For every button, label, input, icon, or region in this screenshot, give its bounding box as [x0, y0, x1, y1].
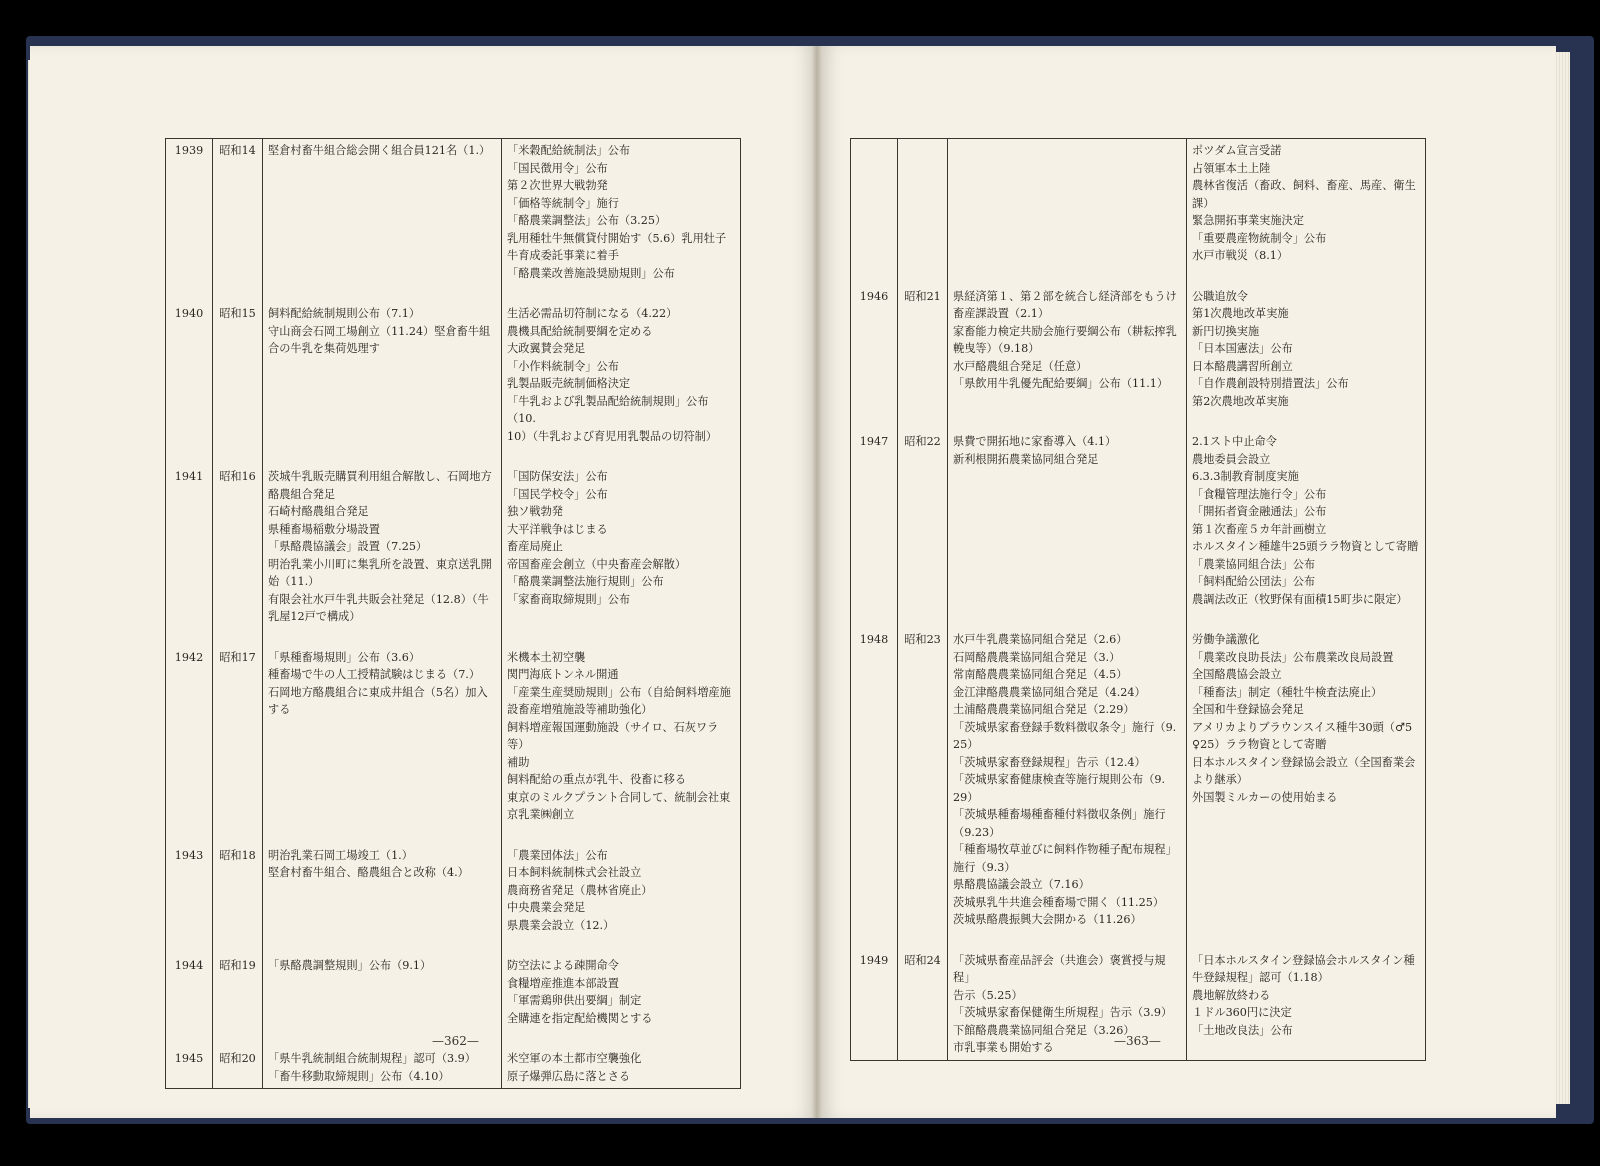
general-events-cell — [502, 844, 741, 955]
event-line: 「価格等統制令」施行 — [507, 196, 619, 210]
history-table-right — [850, 138, 1426, 1061]
event-line: 「種畜場牧草並びに飼料作物種子配布規程」 — [953, 843, 1177, 856]
event-line: 公職追放令 — [1192, 289, 1248, 303]
event-line: 「県酪農調整規則」公布（9.1） — [268, 959, 432, 972]
event-line: 乳製品販売統制価格決定 — [507, 377, 631, 390]
event-line: 「農業改良助長法」公布農業改良局設置 — [1192, 650, 1394, 664]
event-line: 茨城県酪農振興大会開かる（11.26） — [953, 913, 1142, 926]
event-line: 第１次畜産５カ年計画樹立 — [1192, 522, 1327, 536]
year-cell — [851, 139, 898, 285]
year-cell: 1947 — [851, 430, 898, 628]
event-line: 県酪農協議会設立（7.16） — [953, 878, 1090, 891]
era-cell: 昭和18 — [213, 844, 263, 955]
event-line: 10）（牛乳および育児用乳製品の切符制） — [507, 429, 718, 443]
general-events-cell — [502, 139, 741, 303]
event-line: 29） — [953, 790, 979, 804]
event-line: 始（11.） — [268, 575, 320, 588]
event-line: 「酪農業改善施設奨励規則」公布 — [507, 266, 675, 280]
event-line: １ドル360円に決定 — [1192, 1006, 1292, 1019]
event-line: 補助 — [507, 755, 530, 769]
event-line: 牛育成委託事業に着手 — [507, 249, 619, 262]
table-row — [851, 285, 1426, 431]
event-line: 乳屋12戸で構成） — [268, 610, 361, 623]
event-line: 「日本ホルスタイン登録協会ホルスタイン種 — [1192, 953, 1415, 967]
year-cell: 1945 — [166, 1047, 213, 1089]
event-line: 第２次世界大戦勃発 — [507, 179, 608, 192]
event-line: 農機具配給統制要綱を定める — [507, 324, 653, 338]
year-cell: 1948 — [851, 628, 898, 949]
event-line: 「茨城県家畜健康検査等施行規則公布（9. — [953, 773, 1166, 786]
year-cell: 1940 — [166, 302, 213, 465]
event-line: 関門海底トンネル開通 — [507, 668, 619, 681]
event-line: 日本飼料統制株式会社設立 — [507, 866, 642, 879]
table-row — [166, 646, 741, 844]
event-line: 日本酪農講習所創立 — [1192, 359, 1293, 373]
event-line: 中央農業会発足 — [507, 901, 586, 914]
table-row — [166, 302, 741, 465]
event-line: 大政翼賛会発足 — [507, 342, 586, 355]
event-line: 飼料配給の重点が乳牛、役畜に移る — [507, 773, 687, 786]
event-line: 大平洋戦争はじまる — [507, 522, 608, 536]
event-line: 明治乳業石岡工場竣工（1.） — [268, 848, 413, 862]
event-line: 守山商会石岡工場創立（11.24）堅倉畜牛組 — [268, 324, 491, 338]
general-events-cell — [1187, 628, 1426, 949]
general-events-cell — [502, 465, 741, 646]
general-events-cell — [502, 1047, 741, 1089]
event-line: 2.1スト中止命令 — [1192, 435, 1277, 448]
dairy-events-cell — [263, 646, 502, 844]
era-cell: 昭和16 — [213, 465, 263, 646]
dairy-events-cell — [263, 1047, 502, 1089]
dairy-events-cell — [263, 465, 502, 646]
general-events-cell — [1187, 430, 1426, 628]
event-line: 労働争議激化 — [1192, 633, 1260, 646]
event-line: 水戸牛乳農業協同組合発足（2.6） — [953, 633, 1128, 646]
event-line: 乳用種牡牛無償貸付開始す（5.6）乳用牡子 — [507, 231, 727, 245]
event-line: 「農業団体法」公布 — [507, 848, 608, 862]
event-line: 「食糧管理法施行令」公布 — [1192, 487, 1327, 501]
event-line: 有限会社水戸牛乳共販会社発足（12.8）（牛 — [268, 592, 489, 606]
era-cell: 昭和21 — [898, 285, 948, 431]
event-line: 帝国畜産会創立（中央畜産会解散） — [507, 557, 687, 571]
table-row — [851, 430, 1426, 628]
table-row — [166, 465, 741, 646]
event-line: 水戸市戦災（8.1） — [1192, 249, 1289, 262]
event-line: 石岡地方酪農組合に東成井組合（5名）加入 — [268, 685, 488, 699]
dairy-events-cell — [263, 139, 502, 303]
event-line: 茨城牛乳販売購買利用組合解散し、石岡地方 — [268, 470, 492, 483]
era-cell: 昭和17 — [213, 646, 263, 844]
event-line: 設畜産増殖施設等補助強化） — [507, 703, 653, 716]
event-line: 生活必需品切符制になる（4.22） — [507, 307, 678, 320]
history-table-left — [165, 138, 741, 1089]
event-line: 「開拓者資金融通法」公布 — [1192, 505, 1327, 518]
era-cell — [898, 139, 948, 285]
table-row — [166, 139, 741, 303]
dairy-events-cell — [263, 302, 502, 465]
event-line: 石岡酪農農業協同組合発足（3.） — [953, 650, 1121, 664]
event-line: 飼料増産報国運動施設（サイロ、石灰ワラ等） — [507, 720, 719, 751]
event-line: 6.3.3制教育制度実施 — [1192, 470, 1299, 483]
year-cell: 1949 — [851, 949, 898, 1061]
event-line: 明治乳業小川町に集乳所を設置、東京送乳開 — [268, 557, 492, 571]
year-cell: 1942 — [166, 646, 213, 844]
event-line: 「畜牛移動取締規則」公布（4.10） — [268, 1069, 450, 1083]
table-row — [851, 628, 1426, 949]
event-line: 東京のミルクプラント合同して、統制会社東 — [507, 790, 731, 804]
event-line: 全購連を指定配給機関とする — [507, 1011, 653, 1025]
event-line: 「茨城県家畜登録手数料徴収条令」施行（9. — [953, 720, 1177, 734]
event-line: 施行（9.3） — [953, 860, 1016, 874]
table-row — [166, 844, 741, 955]
event-line: 牛登録規程」認可（1.18） — [1192, 971, 1329, 984]
event-line: 「国民徴用令」公布 — [507, 161, 608, 175]
event-line: 「茨城県家畜保健衛生所規程」告示（3.9） — [953, 1006, 1173, 1019]
event-line: 「酪農業調整法」公布（3.25） — [507, 214, 667, 227]
event-line: 「小作料統制令」公布 — [507, 359, 619, 373]
event-line: ホルスタイン種雄牛25頭ララ物資として寄贈 — [1192, 540, 1419, 553]
page-edge-right — [1556, 52, 1570, 1104]
event-line: ♀25）ララ物資として寄贈 — [1192, 738, 1327, 751]
year-cell: 1943 — [166, 844, 213, 955]
event-line: 下館酪農農業協同組合発足（3.26） — [953, 1023, 1135, 1037]
event-line: 「家畜商取締規則」公布 — [507, 592, 631, 606]
event-line: 畜産局廃止 — [507, 540, 563, 553]
event-line: 堅倉村畜牛組合総会開く組合員121名（1.） — [268, 144, 491, 157]
year-cell: 1946 — [851, 285, 898, 431]
event-line: 水戸酪農組合発足（任意） — [953, 359, 1088, 373]
event-line: 「茨城県種畜場種畜種付料徴収条例」施行 — [953, 808, 1166, 821]
event-line: 「日本国憲法」公布 — [1192, 342, 1293, 355]
general-events-cell — [502, 646, 741, 844]
event-line: 「種畜法」制定（種牡牛検査法廃止） — [1192, 685, 1383, 699]
era-cell: 昭和23 — [898, 628, 948, 949]
event-line: 新利根開拓農業協同組合発足 — [953, 452, 1099, 466]
table-row — [166, 1047, 741, 1089]
event-line: 酪農組合発足 — [268, 487, 336, 501]
event-line: 独ソ戦勃発 — [507, 505, 563, 518]
dairy-events-cell — [948, 628, 1187, 949]
event-line: 防空法による疎開命令 — [507, 959, 619, 972]
event-line: ポツダム宣言受諾 — [1192, 144, 1282, 157]
era-cell: 昭和19 — [213, 954, 263, 1047]
event-line: 県経済第１、第２部を統合し経済部をもうけ — [953, 289, 1177, 303]
general-events-cell — [1187, 285, 1426, 431]
event-line: 「国民学校令」公布 — [507, 487, 608, 501]
event-line: 「酪農業調整法施行規則」公布 — [507, 575, 664, 588]
event-line: 堅倉村畜牛組合、酪農組合と改称（4.） — [268, 866, 469, 879]
event-line: 「米穀配給統制法」公布 — [507, 144, 631, 157]
dairy-events-cell — [948, 285, 1187, 431]
event-line: 課） — [1192, 196, 1215, 210]
year-cell: 1944 — [166, 954, 213, 1047]
book-gutter — [812, 46, 822, 1118]
era-cell: 昭和24 — [898, 949, 948, 1061]
era-cell: 昭和20 — [213, 1047, 263, 1089]
event-line: より継承） — [1192, 773, 1248, 786]
event-line: 日本ホルスタイン登録協会設立（全国畜業会 — [1192, 755, 1416, 769]
general-events-cell — [1187, 139, 1426, 285]
event-line: 農地委員会設立 — [1192, 452, 1271, 466]
era-cell: 昭和22 — [898, 430, 948, 628]
event-line: 原子爆弾広島に落とさる — [507, 1069, 631, 1083]
event-line: 「県牛乳統制組合統制規程」認可（3.9） — [268, 1052, 476, 1065]
event-line: 緊急開拓事業実施決定 — [1192, 214, 1304, 227]
table-row — [851, 139, 1426, 285]
event-line: 「飼料配給公団法」公布 — [1192, 575, 1316, 588]
event-line: 「農業協同組合法」公布 — [1192, 557, 1316, 571]
event-line: 農地解放終わる — [1192, 988, 1271, 1002]
event-line: 輓曳等）（9.18） — [953, 342, 1040, 355]
general-events-cell — [1187, 949, 1426, 1061]
era-cell: 昭和14 — [213, 139, 263, 303]
event-line: 告示（5.25） — [953, 988, 1023, 1002]
event-line: 外国製ミルカーの使用始まる — [1192, 790, 1338, 804]
event-line: 農商務省発足（農林省廃止） — [507, 883, 653, 897]
page-number-right: —363— — [1114, 1034, 1161, 1048]
event-line: 25） — [953, 738, 979, 751]
event-line: 「県酪農協議会」設置（7.25） — [268, 540, 428, 553]
event-line: する — [268, 703, 291, 716]
event-line: 「県飲用牛乳優先配給要綱」公布（11.1） — [953, 377, 1169, 390]
event-line: 県種畜場稲敷分場設置 — [268, 522, 380, 536]
event-line: 「軍需鶏卵供出要綱」制定 — [507, 994, 642, 1007]
event-line: 京乳業㈱創立 — [507, 808, 575, 821]
event-line: 種畜場で牛の人工授精試験はじまる（7.） — [268, 668, 481, 681]
event-line: 「茨城県畜産品評会（共進会）褒賞授与規程」 — [953, 953, 1166, 984]
event-line: 「重要農産物統制令」公布 — [1192, 231, 1327, 245]
dairy-events-cell — [948, 139, 1187, 285]
event-line: 農林省復活（畜政、飼料、畜産、馬産、衛生 — [1192, 179, 1416, 192]
event-line: 家畜能力検定共励会施行要綱公布（耕耘搾乳 — [953, 324, 1177, 338]
event-line: 「産業生産奨励規則」公布（自給飼料増産施 — [507, 685, 731, 699]
event-line: 県農業会設立（12.） — [507, 918, 615, 932]
event-line: 県費で開拓地に家畜導入（4.1） — [953, 435, 1117, 448]
general-events-cell — [502, 302, 741, 465]
event-line: 畜産課設置（2.1） — [953, 307, 1050, 320]
event-line: 合の牛乳を集荷処理す — [268, 342, 380, 355]
event-line: 第1次農地改革実施 — [1192, 307, 1289, 320]
event-line: 占領軍本土上陸 — [1192, 161, 1271, 175]
event-line: 第2次農地改革実施 — [1192, 394, 1289, 408]
event-line: 米空軍の本土都市空襲強化 — [507, 1052, 642, 1065]
event-line: 市乳事業も開始する — [953, 1041, 1054, 1054]
event-line: 全国酪農協会設立 — [1192, 668, 1282, 681]
event-line: 農調法改正（牧野保有面積15町歩に限定） — [1192, 592, 1408, 606]
event-line: 常南酪農農業協同組合発足（4.5） — [953, 668, 1128, 681]
year-cell: 1941 — [166, 465, 213, 646]
event-line: 全国和牛登録協会発足 — [1192, 703, 1304, 716]
event-line: 新円切換実施 — [1192, 324, 1260, 338]
event-line: 米機本土初空襲 — [507, 650, 586, 664]
event-line: 飼料配給統制規則公布（7.1） — [268, 307, 421, 320]
event-line: 土浦酪農農業協同組合発足（2.29） — [953, 703, 1135, 716]
event-line: 「牛乳および乳製品配給統制規則」公布（10. — [507, 394, 709, 425]
page-number-left: —362— — [432, 1034, 479, 1048]
event-line: （9.23） — [953, 825, 1001, 839]
year-cell: 1939 — [166, 139, 213, 303]
event-line: アメリカよりブラウンスイス種牛30頭（♂5 — [1192, 720, 1413, 734]
event-line: 茨城県乳牛共進会種畜場で開く（11.25） — [953, 895, 1165, 909]
event-line: 「自作農創設特別措置法」公布 — [1192, 377, 1349, 390]
dairy-events-cell — [948, 430, 1187, 628]
event-line: 「土地改良法」公布 — [1192, 1023, 1293, 1037]
event-line: 金江津酪農農業協同組合発足（4.24） — [953, 685, 1146, 699]
general-events-cell — [502, 954, 741, 1047]
event-line: 「県種畜場規則」公布（3.6） — [268, 650, 421, 664]
event-line: 「茨城県家畜登録規程」告示（12.4） — [953, 755, 1146, 769]
era-cell: 昭和15 — [213, 302, 263, 465]
event-line: 食糧増産推進本部設置 — [507, 976, 619, 990]
event-line: 石崎村酪農組合発足 — [268, 505, 369, 518]
dairy-events-cell — [263, 844, 502, 955]
event-line: 「国防保安法」公布 — [507, 470, 608, 483]
